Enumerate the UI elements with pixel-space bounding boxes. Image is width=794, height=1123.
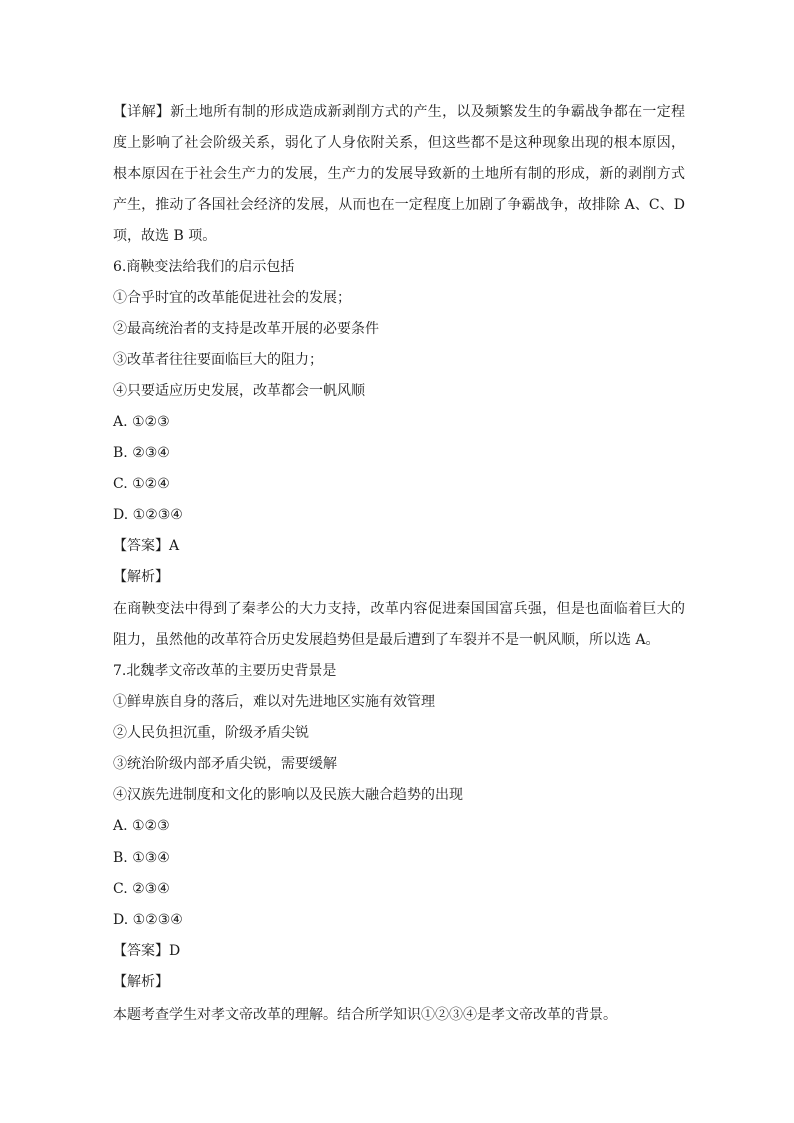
analysis-line: 在商鞅变法中得到了秦孝公的大力支持，改革内容促进秦国国富兵强，但是也面临着巨大的 [113, 601, 685, 617]
answer-key: 【答案】D [113, 943, 181, 959]
question-stem: 7.北魏孝文帝改革的主要历史背景是 [113, 663, 337, 679]
answer-option-b: B. ①③④ [113, 850, 170, 866]
question-statement: ④汉族先进制度和文化的影响以及民族大融合趋势的出现 [113, 787, 463, 803]
answer-option-c: C. ①②④ [113, 476, 170, 492]
question-stem: 6.商鞅变法给我们的启示包括 [113, 259, 295, 275]
explanation-line: 【详解】新土地所有制的形成造成新剥削方式的产生，以及频繁发生的争霸战争都在一定程 [113, 104, 685, 120]
answer-option-a: A. ①②③ [113, 818, 170, 834]
question-statement: ③改革者往往要面临巨大的阻力； [113, 352, 323, 368]
question-statement: ④只要适应历史发展，改革都会一帆风顺 [113, 383, 365, 399]
answer-option-c: C. ②③④ [113, 881, 170, 897]
question-statement: ②最高统治者的支持是改革开展的必要条件 [113, 321, 379, 337]
explanation-line: 产生，推动了各国社会经济的发展，从而也在一定程度上加剧了争霸战争，故排除 A、C、D [113, 197, 685, 213]
explanation-line: 项，故选 B 项。 [113, 228, 217, 244]
explanation-line: 度上影响了社会阶级关系，弱化了人身依附关系，但这些都不是这种现象出现的根本原因， [113, 135, 685, 151]
answer-option-d: D. ①②③④ [113, 912, 183, 928]
analysis-label: 【解析】 [113, 974, 169, 990]
analysis-label: 【解析】 [113, 569, 169, 585]
answer-option-b: B. ②③④ [113, 445, 170, 461]
answer-option-a: A. ①②③ [113, 414, 170, 430]
explanation-line: 根本原因在于社会生产力的发展，生产力的发展导致新的土地所有制的形成，新的剥削方式 [113, 166, 685, 182]
answer-key: 【答案】A [113, 538, 180, 554]
question-statement: ②人民负担沉重，阶级矛盾尖锐 [113, 725, 309, 741]
question-statement: ①鲜卑族自身的落后，难以对先进地区实施有效管理 [113, 694, 435, 710]
question-statement: ③统治阶级内部矛盾尖锐，需要缓解 [113, 756, 337, 772]
analysis-line: 阻力，虽然他的改革符合历史发展趋势但是最后遭到了车裂并不是一帆风顺，所以选 A。 [113, 632, 660, 648]
answer-option-d: D. ①②③④ [113, 507, 183, 523]
question-statement: ①合乎时宜的改革能促进社会的发展； [113, 290, 351, 306]
analysis-line: 本题考查学生对孝文帝改革的理解。结合所学知识①②③④是孝文帝改革的背景。 [113, 1007, 617, 1023]
